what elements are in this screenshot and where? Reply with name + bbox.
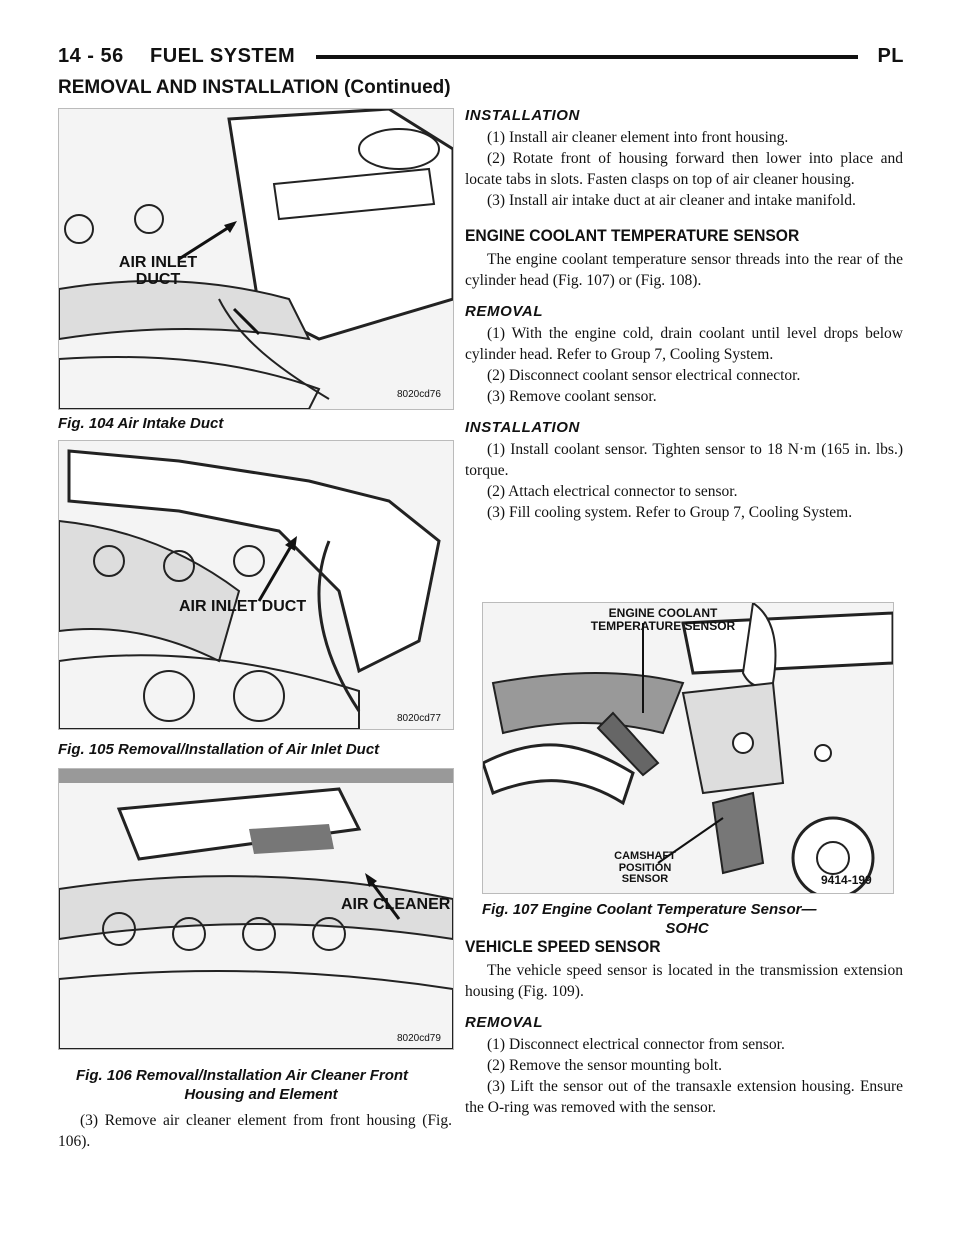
step: (1) Install coolant sensor. Tighten sensor to 18 N·m (165 in. lbs.) torque.: [465, 441, 903, 479]
step: (2) Disconnect coolant sensor electrical connector.: [487, 367, 801, 384]
page-subtitle: REMOVAL AND INSTALLATION (Continued): [58, 77, 451, 98]
step: (2) Rotate front of housing forward then lower into place and locate tabs in slots. Fasten clasps on top of air cleaner housing.: [465, 150, 903, 188]
step: (3) Remove coolant sensor.: [487, 388, 657, 405]
figure-code: 8020cd79: [397, 1033, 441, 1044]
callout-engine-coolant-temperature-sensor: ENGINE COOLANT TEMPERATURE SENSOR: [590, 606, 736, 633]
caption-line-2: Housing and Element: [184, 1086, 338, 1103]
figure-106-illustration: [58, 768, 454, 1050]
figure-code: 9414-199: [821, 873, 872, 887]
caption-line-1: Fig. 106 Removal/Installation Air Cleaner Front: [76, 1067, 409, 1084]
page-header: [58, 45, 904, 75]
step: (3) Fill cooling system. Refer to Group 7, Cooling System.: [487, 504, 853, 521]
page-number: 14 - 56: [58, 45, 124, 67]
right-column-text: [465, 105, 903, 523]
step: (2) Remove the sensor mounting bolt.: [487, 1057, 723, 1074]
step: (3) Install air intake duct at air cleaner and intake manifold.: [487, 192, 856, 209]
callout-camshaft-position-sensor: CAMSHAFT POSITION SENSOR: [614, 850, 676, 886]
figure-104-illustration: [58, 108, 454, 410]
header-rule: [316, 55, 858, 59]
figure-107-illustration: [482, 602, 894, 894]
heading-removal: REMOVAL: [465, 1014, 544, 1031]
caption-line-2: SOHC: [665, 920, 709, 937]
right-column-text-lower: [465, 928, 903, 1118]
figure-105-caption: Fig. 105 Removal/Installation of Air Inlet Duct: [58, 741, 380, 758]
figure-105-illustration: [58, 440, 454, 730]
figure-106-caption: [76, 1066, 446, 1104]
step: (1) With the engine cold, drain coolant until level drops below cylinder head. Refer to Group 7, Cooling System.: [465, 325, 903, 363]
step: (1) Install air cleaner element into front housing.: [487, 129, 789, 146]
callout-air-cleaner: AIR CLEANER: [341, 896, 451, 913]
heading-vehicle-speed-sensor: VEHICLE SPEED SENSOR: [465, 937, 661, 956]
step: (1) Disconnect electrical connector from sensor.: [487, 1036, 785, 1053]
step: (2) Attach electrical connector to sensor.: [487, 483, 738, 500]
callout-air-inlet-duct: AIR INLET DUCT: [118, 254, 198, 288]
coolant-sensor-drawing: [483, 603, 893, 893]
figure-104-caption: Fig. 104 Air Intake Duct: [58, 415, 224, 432]
heading-installation: INSTALLATION: [465, 419, 580, 436]
figure-code: 8020cd76: [397, 389, 441, 400]
left-column-text: [58, 1110, 452, 1152]
paragraph-vss-intro: The vehicle speed sensor is located in the transmission extension housing (Fig. 109).: [465, 962, 903, 1000]
paragraph-remove-element: (3) Remove air cleaner element from front housing (Fig. 106).: [58, 1112, 452, 1150]
figure-code: 8020cd77: [397, 713, 441, 724]
air-inlet-duct-drawing: [59, 441, 453, 729]
heading-installation: INSTALLATION: [465, 107, 580, 124]
callout-air-inlet-duct: AIR INLET DUCT: [179, 598, 307, 615]
model-code: PL: [877, 45, 904, 67]
caption-line-1: Fig. 107 Engine Coolant Temperature Sensor—: [482, 901, 817, 918]
step: (3) Lift the sensor out of the transaxle extension housing. Ensure the O-ring was removed with the sensor.: [465, 1078, 903, 1116]
section-title: FUEL SYSTEM: [150, 45, 296, 67]
heading-removal: REMOVAL: [465, 303, 544, 320]
paragraph-ect-intro: The engine coolant temperature sensor threads into the rear of the cylinder head (Fig. 107) or (Fig. 108).: [465, 251, 903, 289]
heading-ect-sensor: ENGINE COOLANT TEMPERATURE SENSOR: [465, 226, 800, 245]
